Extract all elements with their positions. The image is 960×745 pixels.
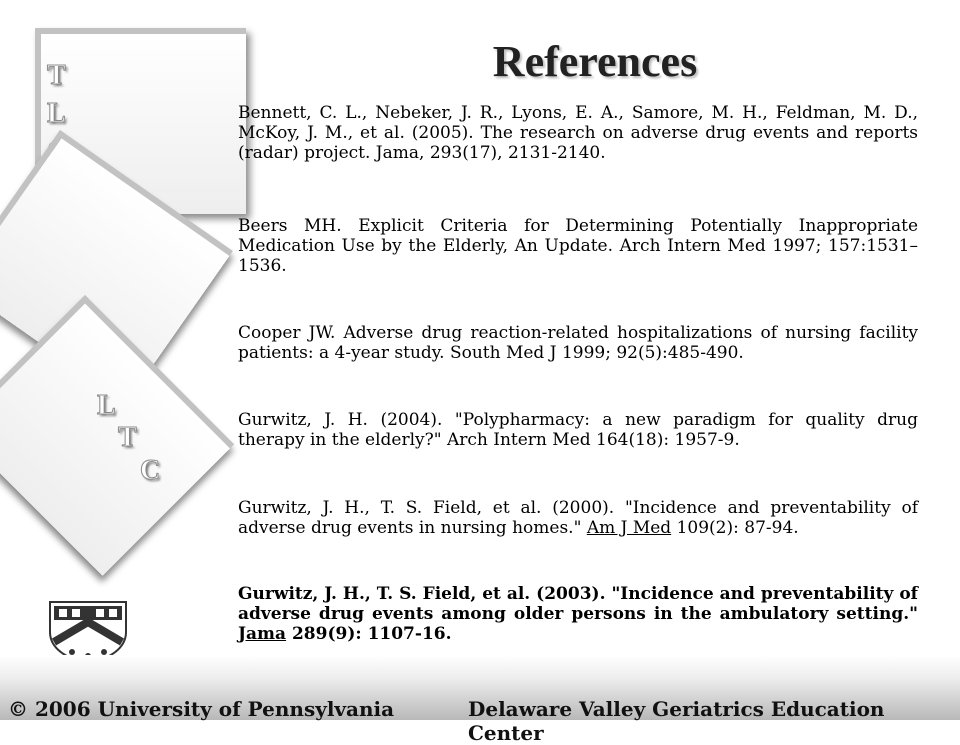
reference-text: Gurwitz, J. H., T. S. Field, et al. (2003). "Incidence and preventability of adverse drug events among older persons in the ambulatory setting."	[238, 584, 918, 624]
logo-letter: L	[47, 98, 66, 129]
copyright-text: © 2006 University of Pennsylvania	[8, 697, 395, 721]
reference-item: Beers MH. Explicit Criteria for Determining Potentially Inappropriate Medication Use by the Elderly, An Update. Arch Intern Med 1997; 157:1531– 1536.	[238, 216, 918, 276]
logo-letter: T	[47, 60, 66, 91]
journal-title: Jama	[238, 624, 287, 644]
logo-letter: L	[97, 390, 116, 421]
logo-letter: T	[118, 422, 137, 453]
reference-text: 289(9): 1107-16.	[286, 624, 452, 644]
organization-name: Delaware Valley Geriatrics Education Center	[468, 697, 885, 745]
reference-text: 109(2): 87-94.	[671, 518, 799, 538]
page-title: References	[492, 37, 698, 86]
logo-letter: C	[140, 455, 161, 486]
reference-item: Cooper JW. Adverse drug reaction-related hospitalizations of nursing facility patients: a 4-year study. South Med J 1999; 92(5):485-490.	[238, 323, 918, 363]
reference-item	[238, 498, 918, 538]
reference-item-highlighted	[238, 584, 918, 644]
reference-item: Gurwitz, J. H. (2004). "Polypharmacy: a new paradigm for quality drug therapy in the elderly?" Arch Intern Med 164(18): 1957-9.	[238, 410, 918, 450]
journal-title: Am J Med	[586, 518, 672, 538]
reference-text: Gurwitz, J. H., T. S. Field, et al. (2000). "Incidence and preventability of adverse drug events in nursing homes."	[238, 498, 918, 538]
reference-item: Bennett, C. L., Nebeker, J. R., Lyons, E. A., Samore, M. H., Feldman, M. D., McKoy, J. M., et al. (2005). The research on adverse drug events and reports (radar) project. Jama, 293(17), 2131-2140.	[238, 103, 918, 163]
